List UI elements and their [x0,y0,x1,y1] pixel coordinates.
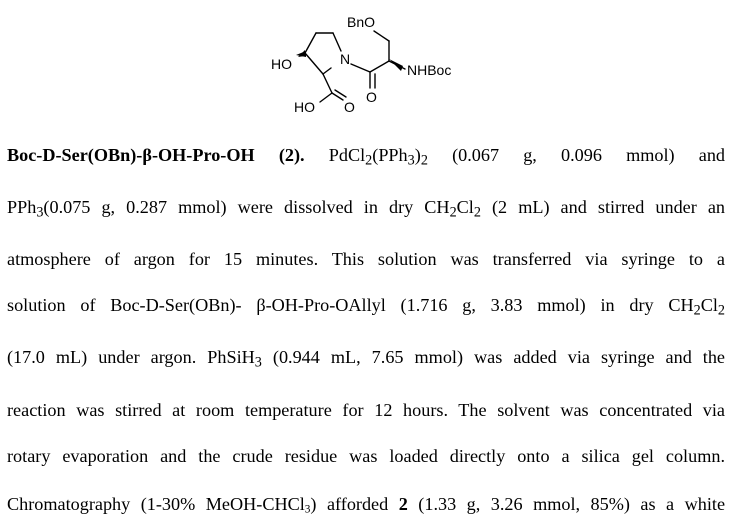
label-hooc-ho: HO [294,99,315,115]
text-segment: (0.067 g, 0.096 mmol) and [452,145,726,165]
text-segment: solution of Boc-D-Ser(OBn)- β-OH-Pro-OAllyl (1.716 g, 3.83 mmol) in dry $CH_2Cl_2$ [7,295,725,319]
text-segment: $PdCl_2(PPh_3)_2$ [328,145,428,169]
text-segment: (17.0 mL) under argon. PhSiH$_3$ [7,347,262,371]
paragraph-line-2 [7,197,726,221]
label-ho: HO [271,56,292,72]
text-segment: (1.33 g, 3.26 mmol, 85%) as a white [418,494,726,514]
paragraph-line-8 [7,494,726,516]
paragraph-line-3: atmosphere of argon for 15 minutes. This solution was transferred via syringe to a [7,249,725,269]
label-nhboc: NHBoc [407,62,452,78]
paragraph-line-4 [7,295,725,319]
compound-number-ref: 2 [398,494,408,514]
compound-name: Boc-D-Ser(OBn)-β-OH-Pro-OH [7,145,255,165]
text-segment: Chromatography (1-30% MeOH-CHCl$_3$) afforded [7,494,389,516]
paragraph-line-6: reaction was stirred at room temperature for 12 hours. The solvent was concentrated via [7,400,725,420]
label-n: N [340,51,351,67]
paragraph-line-1 [7,145,726,169]
paragraph-line-7: rotary evaporation and the crude residue was loaded directly onto a silica gel column. [7,446,725,466]
text-segment: (2 mL) and stirred under an [492,197,726,217]
label-bno: BnO [347,14,376,30]
text-segment: (0.944 mL, 7.65 mmol) was added via syringe and the [272,347,726,367]
text-segment: PPh$_3$(0.075 g, 0.287 mmol) were dissolved in dry $CH_2Cl_2$ [7,197,481,221]
compound-number: (2). [278,145,305,165]
paragraph-line-5 [7,347,726,371]
label-o-acid: O [344,99,355,115]
chemical-structure [0,0,738,128]
label-o-carbonyl: O [366,89,377,105]
